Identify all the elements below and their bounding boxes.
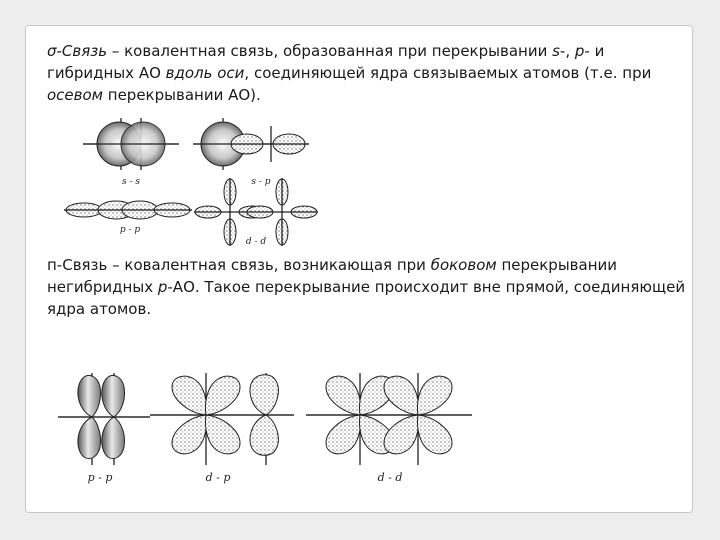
sigma-bond-term: σ-Связь [47,42,108,60]
orbital-diagram-sigma-dd [194,178,318,246]
label-pp-pi: p - p [87,471,113,484]
orbital-diagram-pi-dd [304,369,474,487]
orbital-diagram-sigma-ss [81,112,181,192]
label-dp-pi: d - p [205,471,231,484]
sigma-bond-definition: σ-Связь – ковалентная связь, образованная при перекрывании s-, p- и гибридных АО вдоль оси, соединяющей ядра связываемых атомов (т.е. при осевом перекрывании АО). [47,42,652,104]
pi-bond-term: п-Связь [47,256,108,274]
label-dd-sigma: d - d [245,237,267,247]
slide-card [25,25,693,513]
orbital-diagram-sigma-pp [64,192,192,242]
pi-bond-definition: п-Связь – ковалентная связь, возникающая при боковом перекрывании негибридных p-АО. Такое перекрывание происходит вне прямой, соединяющей ядра атомов. [47,256,686,318]
label-pp-sigma: p - p [119,225,141,235]
label-ss: s - s [122,177,140,187]
orbital-diagram-pi-pp [54,369,154,487]
label-sp: s - p [251,177,271,187]
label-dd-pi: d - d [377,471,403,484]
orbital-diagram-pi-dp [148,369,296,487]
